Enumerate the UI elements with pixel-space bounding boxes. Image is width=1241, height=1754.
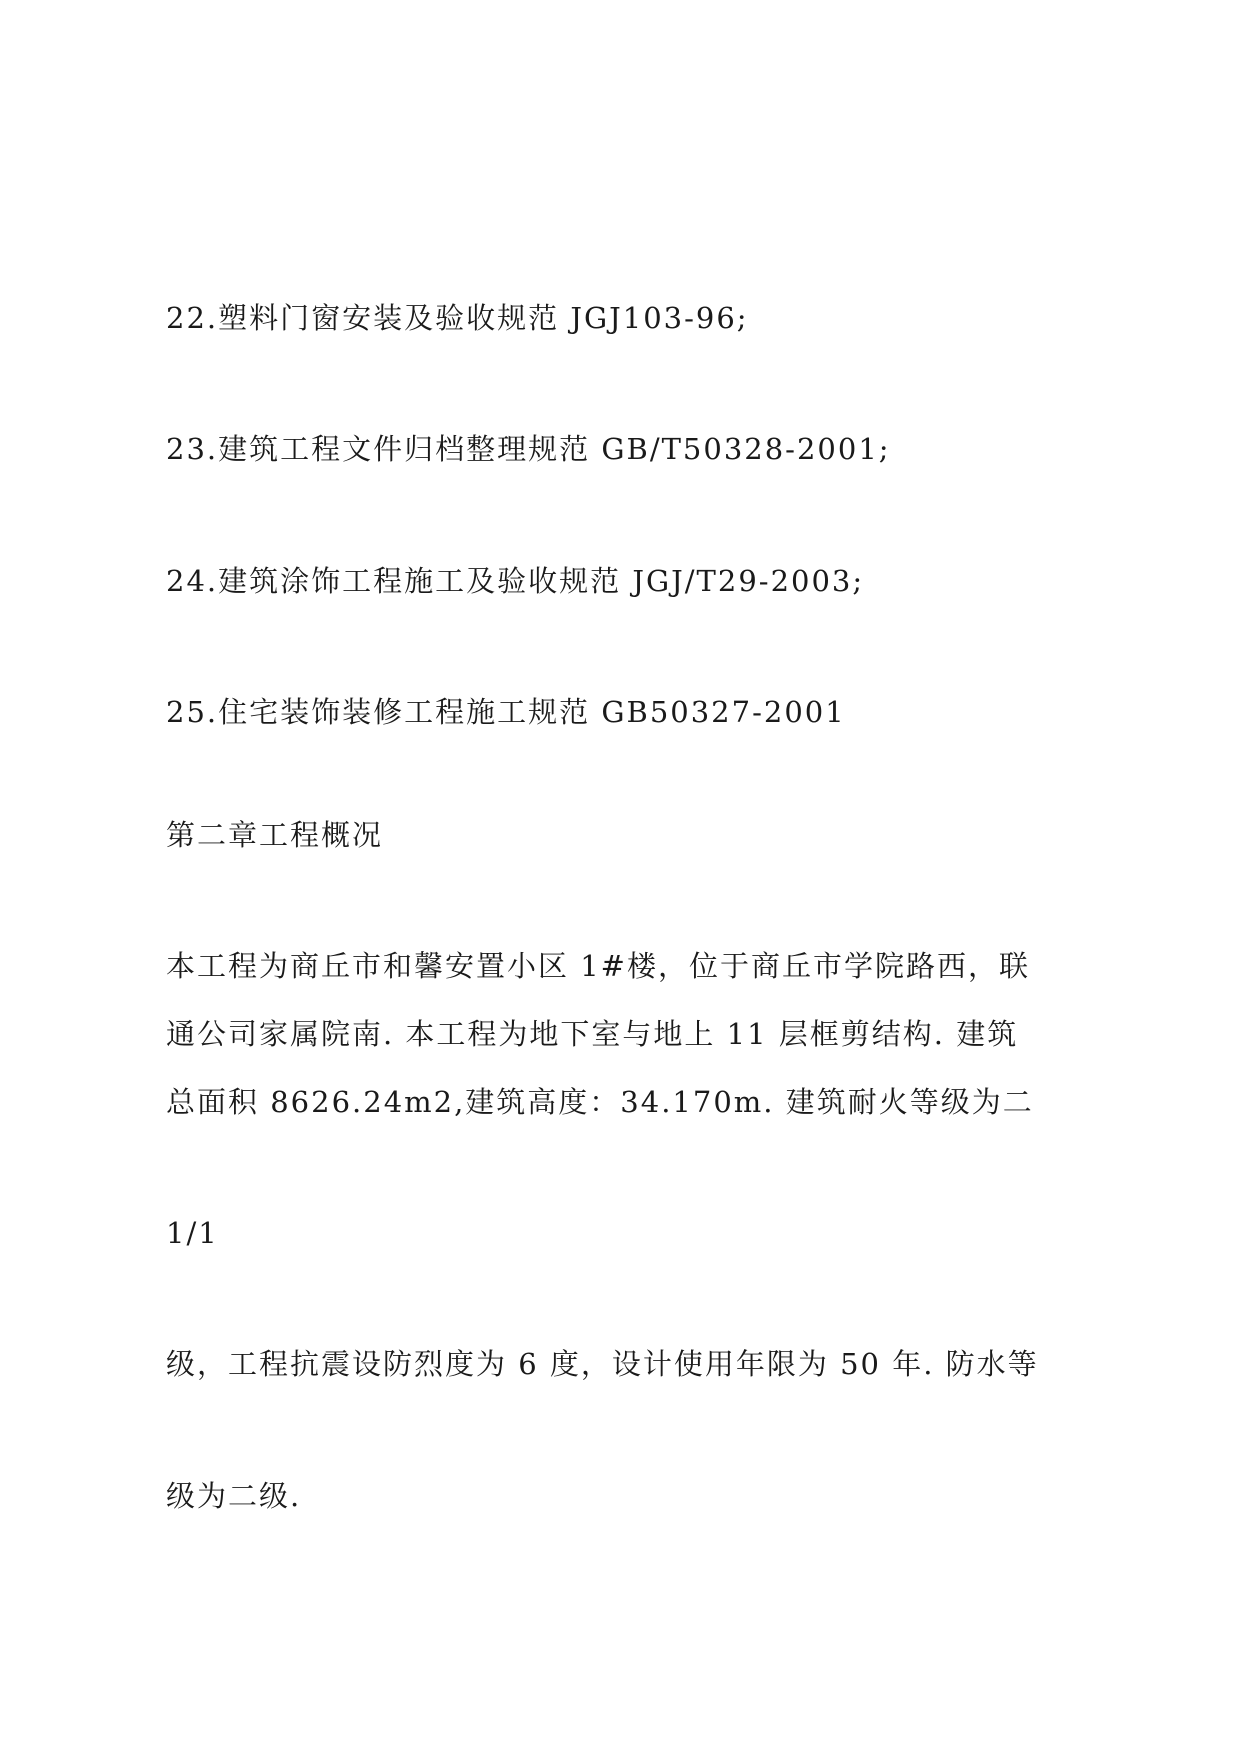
continuation-line-2: 级为二级.: [166, 1479, 302, 1513]
overview-line-2: 通公司家属院南. 本工程为地下室与地上 11 层框剪结构. 建筑: [166, 1017, 1019, 1051]
standard-item-22: 22.塑料门窗安装及验收规范 JGJ103-96;: [166, 301, 749, 335]
continuation-line-1: 级，工程抗震设防烈度为 6 度，设计使用年限为 50 年. 防水等: [166, 1347, 1039, 1381]
page-number: 1/1: [166, 1216, 219, 1250]
standard-item-24: 24.建筑涂饰工程施工及验收规范 JGJ/T29-2003;: [166, 564, 865, 598]
standard-item-23: 23.建筑工程文件归档整理规范 GB/T50328-2001;: [166, 432, 891, 466]
standard-item-25: 25.住宅装饰装修工程施工规范 GB50327-2001: [166, 695, 846, 729]
overview-line-1: 本工程为商丘市和馨安置小区 1#楼，位于商丘市学院路西，联: [166, 949, 1030, 983]
overview-line-3: 总面积 8626.24m2,建筑高度：34.170m. 建筑耐火等级为二: [166, 1085, 1034, 1119]
chapter-heading: 第二章工程概况: [166, 818, 384, 852]
